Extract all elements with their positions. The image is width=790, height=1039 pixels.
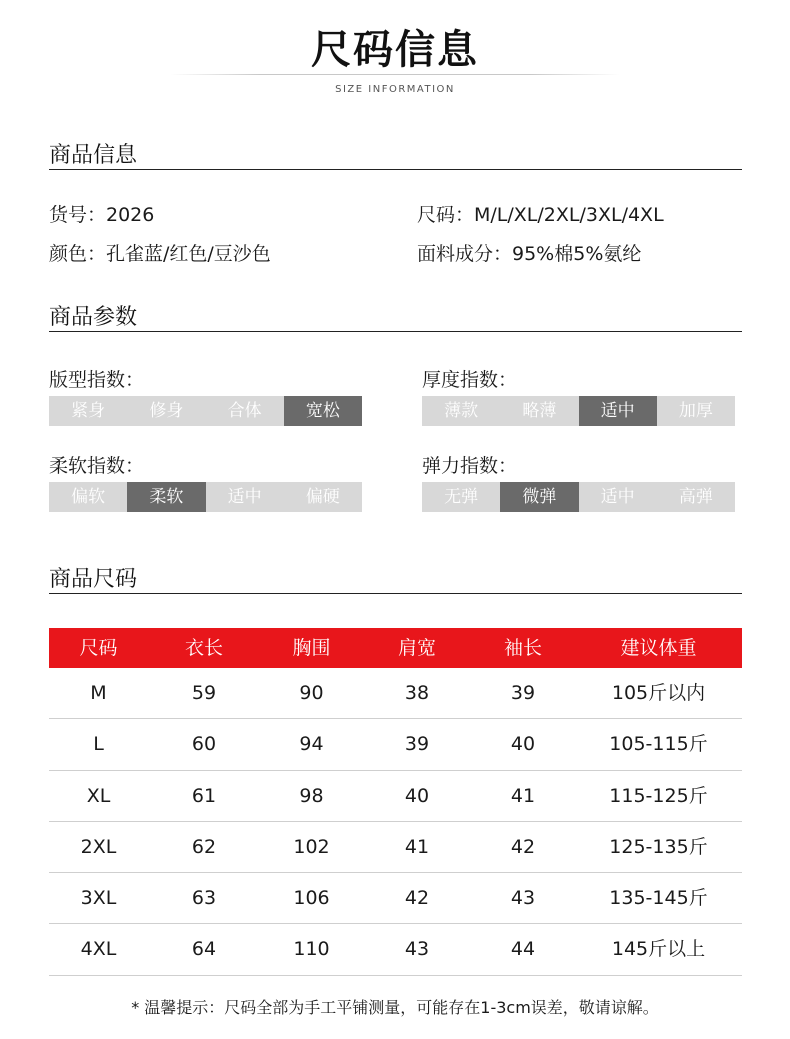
table-row	[49, 873, 742, 924]
table-cell: 60	[191, 733, 217, 756]
table-cell: 40	[510, 733, 536, 756]
table-row	[49, 822, 742, 873]
header-cell: 胸围	[292, 637, 331, 659]
size-table	[49, 628, 742, 976]
header-cell: 袖长	[503, 637, 542, 659]
table-cell: 102	[293, 835, 330, 858]
section-rule	[49, 331, 742, 332]
fit-option: 修身	[127, 396, 205, 426]
table-row	[49, 668, 742, 719]
table-cell: 90	[299, 682, 324, 704]
table-cell: 39	[404, 733, 430, 756]
softness-option: 偏硬	[284, 482, 362, 512]
softness-option: 适中	[206, 482, 284, 512]
table-cell: 3XL	[80, 887, 117, 910]
table-cell: 41	[404, 835, 430, 858]
table-cell: 145斤以上	[611, 938, 706, 961]
header-cell: 肩宽	[397, 637, 436, 659]
thickness-index-label: 厚度指数：	[422, 369, 518, 391]
fit-index-bar	[49, 396, 362, 426]
table-cell: 64	[191, 938, 217, 961]
page-title: 尺码信息	[311, 27, 479, 73]
table-cell: 63	[191, 887, 217, 910]
color-list: 颜色：孔雀蓝/红色/豆沙色	[49, 243, 271, 265]
softness-index-bar	[49, 482, 362, 512]
table-cell: XL	[86, 784, 111, 807]
fit-option: 紧身	[49, 396, 127, 426]
fabric-composition: 面料成分：95%棉5%氨纶	[417, 243, 642, 265]
table-cell: 40	[404, 784, 430, 807]
page-subtitle: SIZE INFORMATION	[335, 84, 455, 95]
thickness-option: 加厚	[657, 396, 735, 426]
table-row	[49, 924, 742, 975]
table-cell: 61	[191, 784, 217, 807]
title-divider	[170, 74, 620, 75]
fit-option: 合体	[206, 396, 284, 426]
table-row	[49, 719, 742, 770]
elasticity-option: 无弹	[422, 482, 500, 512]
table-cell: 125-135斤	[609, 835, 708, 858]
fit-index-label: 版型指数：	[49, 369, 145, 391]
measurement-note: * 温馨提示：尺码全部为手工平铺测量，可能存在1-3cm误差，敬请谅解。	[131, 998, 659, 1017]
section-rule	[49, 593, 742, 594]
thickness-option: 薄款	[422, 396, 500, 426]
table-cell: 98	[299, 784, 324, 807]
table-cell: 94	[299, 733, 324, 756]
fit-option: 宽松	[284, 396, 362, 426]
section-title-product-info: 商品信息	[49, 143, 138, 168]
section-rule	[49, 169, 742, 170]
header-cell: 衣长	[184, 637, 223, 659]
elasticity-index-label: 弹力指数：	[422, 455, 518, 477]
table-cell: 39	[510, 682, 536, 704]
table-cell: 4XL	[80, 938, 117, 961]
table-cell: 42	[510, 835, 536, 858]
elasticity-option: 适中	[579, 482, 657, 512]
header-cell: 尺码	[79, 637, 118, 659]
table-cell: 2XL	[80, 835, 117, 858]
table-cell: 106	[293, 887, 330, 910]
table-cell: 43	[510, 887, 536, 910]
table-cell: 115-125斤	[609, 784, 708, 807]
table-cell: 62	[191, 835, 217, 858]
softness-option: 偏软	[49, 482, 127, 512]
softness-index-label: 柔软指数：	[49, 455, 145, 477]
table-cell: 110	[293, 938, 330, 961]
item-number: 货号：2026	[49, 204, 155, 226]
table-cell: 44	[510, 938, 536, 961]
table-cell: 105斤以内	[611, 682, 706, 704]
table-cell: M	[90, 682, 107, 704]
thickness-option: 适中	[579, 396, 657, 426]
table-cell: 105-115斤	[609, 733, 708, 756]
elasticity-option: 微弹	[500, 482, 578, 512]
table-cell: 135-145斤	[609, 887, 708, 910]
elasticity-index-bar	[422, 482, 735, 512]
size-table-header	[49, 628, 742, 668]
header-cell: 建议体重	[620, 637, 697, 659]
softness-option: 柔软	[127, 482, 205, 512]
table-cell: 42	[404, 887, 430, 910]
table-cell: 43	[404, 938, 430, 961]
table-cell: 38	[404, 682, 430, 704]
section-title-size-chart: 商品尺码	[49, 567, 138, 592]
table-cell: L	[93, 733, 104, 756]
section-title-product-params: 商品参数	[49, 305, 138, 330]
table-cell: 59	[191, 682, 217, 704]
thickness-option: 略薄	[500, 396, 578, 426]
table-cell: 41	[510, 784, 536, 807]
size-list: 尺码：M/L/XL/2XL/3XL/4XL	[417, 204, 664, 226]
elasticity-option: 高弹	[657, 482, 735, 512]
thickness-index-bar	[422, 396, 735, 426]
table-row	[49, 771, 742, 822]
